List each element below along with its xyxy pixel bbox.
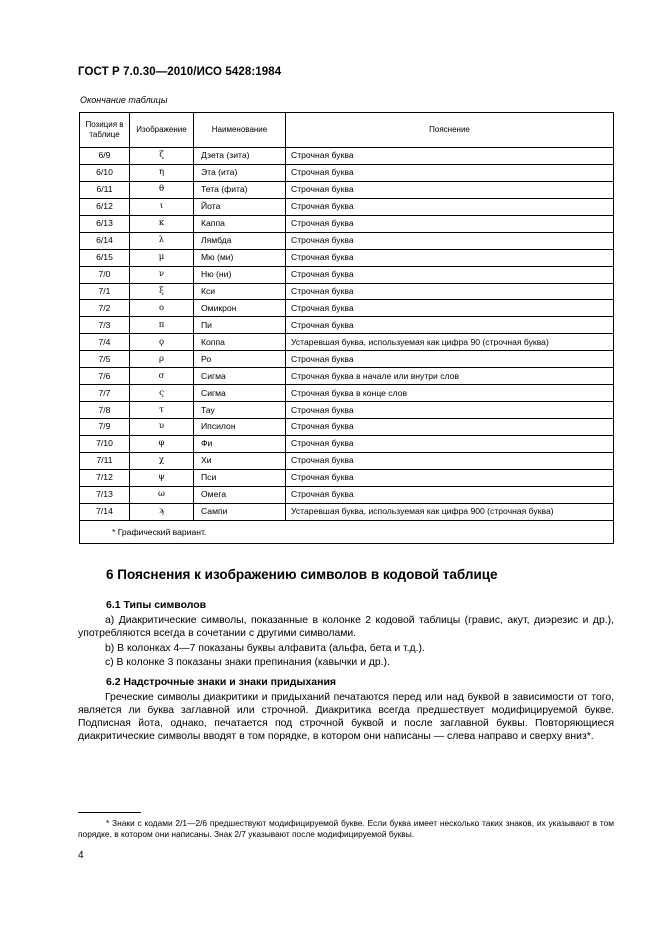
table-row [80,486,614,503]
document-header: ГОСТ Р 7.0.30—2010/ИСО 5428:1984 [78,66,282,78]
table-header-row [80,113,614,148]
cell-image: π [130,317,194,334]
table-row [80,283,614,300]
cell-position: 7/11 [80,452,130,469]
cell-image: ξ [130,283,194,300]
table-footnote-row [80,520,614,543]
cell-position: 7/12 [80,469,130,486]
table-row [80,181,614,198]
cell-name: Ипсилон [194,419,286,436]
section-6-2-paragraph: Греческие символы диакритики и придыханий печатаются перед или над буквой в зависимости от того, является ли буква заглавной или строчной. Диакритика всегда предшествует модифицируемой букве. Подписная йота, однако, печатается под строчной буквой и после заглавной буквы. Повторяющиеся диакритические символы вводят в том порядке, в котором они написаны — слева направо и сверху вниз*. [78,692,614,742]
cell-image: θ [130,181,194,198]
cell-explanation: Строчная буква в начале или внутри слов [286,368,614,385]
cell-position: 7/13 [80,486,130,503]
cell-explanation: Строчная буква [286,402,614,419]
table-row [80,164,614,181]
cell-explanation: Строчная буква [286,486,614,503]
cell-image: ϙ [130,334,194,351]
table-row [80,249,614,266]
cell-image: τ [130,402,194,419]
cell-image: φ [130,435,194,452]
cell-position: 6/13 [80,215,130,232]
table-row [80,469,614,486]
cell-name: Коппа [194,334,286,351]
footnote-divider [78,812,141,813]
cell-name: Тета (фита) [194,181,286,198]
cell-position: 7/5 [80,351,130,368]
cell-explanation: Строчная буква [286,148,614,165]
cell-image: μ [130,249,194,266]
table-row [80,148,614,165]
cell-image: ο [130,300,194,317]
cell-position: 6/12 [80,198,130,215]
table-row [80,402,614,419]
cell-name: Кси [194,283,286,300]
cell-position: 7/0 [80,266,130,283]
table-row [80,300,614,317]
table-caption: Окончание таблицы [80,95,168,105]
cell-image: ς [130,385,194,402]
table-row [80,266,614,283]
page-number: 4 [78,850,84,861]
column-header-image: Изображение [130,113,194,148]
cell-image: σ [130,368,194,385]
cell-explanation: Строчная буква [286,181,614,198]
cell-image: ι [130,198,194,215]
table-row [80,385,614,402]
table-footnote: * Графический вариант. [80,520,614,543]
table-row [80,368,614,385]
cell-name: Хи [194,452,286,469]
cell-image: υ [130,419,194,436]
column-header-explanation: Пояснение [286,113,614,148]
cell-explanation: Строчная буква [286,435,614,452]
cell-explanation: Строчная буква в конце слов [286,385,614,402]
cell-explanation: Строчная буква [286,351,614,368]
cell-position: 6/15 [80,249,130,266]
table-row [80,419,614,436]
cell-name: Мю (ми) [194,249,286,266]
cell-image: λ [130,232,194,249]
section-6-1-heading: 6.1 Типы символов [106,599,207,611]
cell-image: κ [130,215,194,232]
cell-name: Йота [194,198,286,215]
cell-name: Сампи [194,503,286,520]
table-row [80,232,614,249]
cell-position: 7/14 [80,503,130,520]
cell-position: 6/9 [80,148,130,165]
cell-image: ω [130,486,194,503]
cell-name: Фи [194,435,286,452]
cell-explanation: Строчная буква [286,198,614,215]
table-row [80,198,614,215]
cell-explanation: Строчная буква [286,469,614,486]
cell-explanation: Строчная буква [286,452,614,469]
cell-explanation: Строчная буква [286,164,614,181]
page-footnote: * Знаки с кодами 2/1—2/6 предшествуют модифицируемой букве. Если буква имеет несколько таких знаков, их указывают в том порядке, в котором они написаны. Знак 2/7 указывают после модифицируемой буквы. [78,818,614,839]
column-header-position: Позиция в таблице [80,113,130,148]
character-table [79,112,614,544]
cell-explanation: Строчная буква [286,317,614,334]
cell-position: 7/7 [80,385,130,402]
cell-name: Ню (ни) [194,266,286,283]
cell-explanation: Строчная буква [286,300,614,317]
cell-explanation: Строчная буква [286,266,614,283]
table-row [80,452,614,469]
item-b-text: b) В колонках 4—7 показаны буквы алфавита (альфа, бета и т.д.). [105,643,425,654]
cell-name: Эта (ита) [194,164,286,181]
cell-name: Омега [194,486,286,503]
cell-position: 7/6 [80,368,130,385]
cell-image: ν [130,266,194,283]
cell-position: 7/2 [80,300,130,317]
cell-position: 7/10 [80,435,130,452]
cell-explanation: Строчная буква [286,419,614,436]
column-header-name: Наименование [194,113,286,148]
cell-image: ρ [130,351,194,368]
cell-image: ϡ [130,503,194,520]
cell-position: 7/3 [80,317,130,334]
cell-image: ζ [130,148,194,165]
cell-name: Ро [194,351,286,368]
cell-name: Сигма [194,385,286,402]
table-row [80,351,614,368]
section-6-heading: 6 Пояснения к изображению символов в кодовой таблице [106,567,498,582]
cell-image: χ [130,452,194,469]
cell-name: Пи [194,317,286,334]
cell-name: Пси [194,469,286,486]
section-6-2-heading: 6.2 Надстрочные знаки и знаки придыхания [106,676,337,688]
cell-position: 7/1 [80,283,130,300]
cell-name: Дзета (зита) [194,148,286,165]
cell-position: 7/4 [80,334,130,351]
cell-image: η [130,164,194,181]
cell-explanation: Строчная буква [286,283,614,300]
cell-name: Тау [194,402,286,419]
cell-name: Каппа [194,215,286,232]
table-row [80,334,614,351]
cell-explanation: Строчная буква [286,249,614,266]
cell-image: ψ [130,469,194,486]
table-row [80,317,614,334]
cell-position: 7/9 [80,419,130,436]
cell-name: Сигма [194,368,286,385]
cell-explanation: Устаревшая буква, используемая как цифра 90 (строчная буква) [286,334,614,351]
cell-position: 6/11 [80,181,130,198]
cell-explanation: Строчная буква [286,232,614,249]
cell-explanation: Устаревшая буква, используемая как цифра 900 (строчная буква) [286,503,614,520]
cell-name: Омикрон [194,300,286,317]
cell-position: 6/14 [80,232,130,249]
cell-position: 7/8 [80,402,130,419]
item-c-text: с) В колонке 3 показаны знаки препинания (кавычки и др.). [105,657,390,668]
cell-name: Лямбда [194,232,286,249]
cell-explanation: Строчная буква [286,215,614,232]
item-a-text: а) Диакритические символы, показанные в колонке 2 кодовой таблицы (гравис, акут, диэрезис и др.), употребляются всегда в сочетании с другими символами. [78,615,614,639]
table-row [80,435,614,452]
cell-position: 6/10 [80,164,130,181]
table-row [80,215,614,232]
table-row [80,503,614,520]
